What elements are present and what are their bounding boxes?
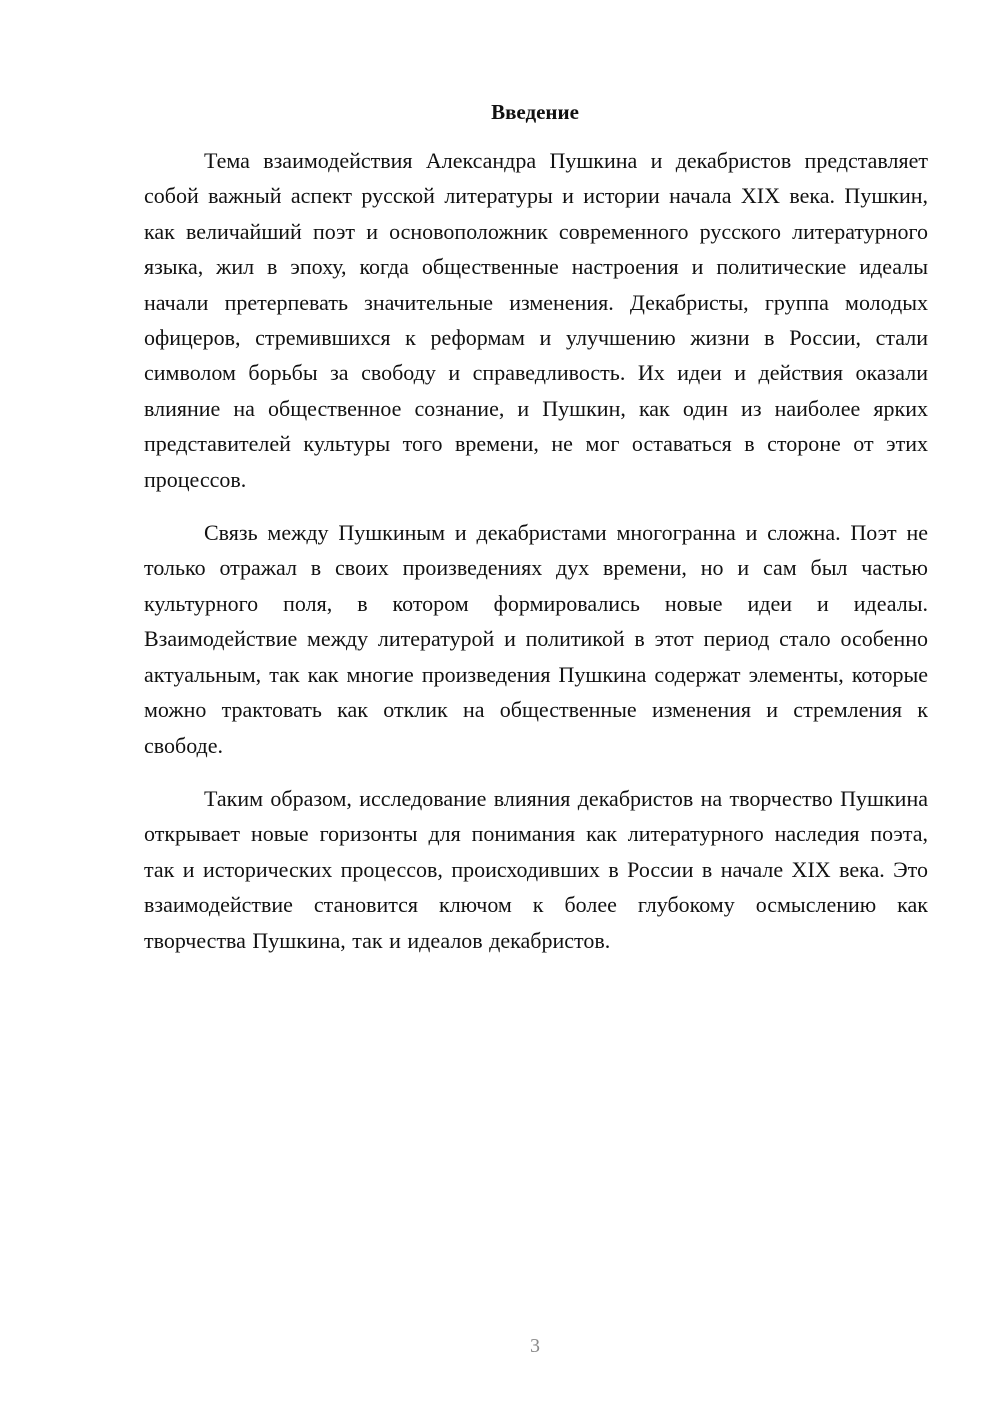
- page-number: 3: [530, 1335, 540, 1357]
- section-heading: Введение: [491, 100, 579, 124]
- paragraph-2: Связь между Пушкиным и декабристами многогранна и сложна. Поэт не только отражал в своих произведениях дух времени, но и сам был частью культурного поля, в котором формировались новые идеи и идеалы. Взаимодействие между литературой и политикой в этот период стало особенно актуальным, так как многие произведения Пушкина содержат элементы, которые можно трактовать как отклик на общественные изменения и стремления к свободе.: [144, 520, 928, 758]
- paragraph-1: Тема взаимодействия Александра Пушкина и декабристов представляет собой важный аспект русской литературы и истории начала XIX века. Пушкин, как величайший поэт и основоположник современного русского литературного языка, жил в эпоху, когда общественные настроения и политические идеалы начали претерпевать значительные изменения. Декабристы, группа молодых офицеров, стремившихся к реформам и улучшению жизни в России, стали символом борьбы за свободу и справедливость. Их идеи и действия оказали влияние на общественное сознание, и Пушкин, как один из наиболее ярких представителей культуры того времени, не мог оставаться в стороне от этих процессов.: [144, 148, 928, 492]
- body-text: [144, 143, 928, 958]
- paragraph-3: Таким образом, исследование влияния декабристов на творчество Пушкина открывает новые горизонты для понимания как литературного наследия поэта, так и исторических процессов, происходивших в России в начале XIX века. Это взаимодействие становится ключом к более глубокому осмыслению как творчества Пушкина, так и идеалов декабристов.: [144, 785, 928, 953]
